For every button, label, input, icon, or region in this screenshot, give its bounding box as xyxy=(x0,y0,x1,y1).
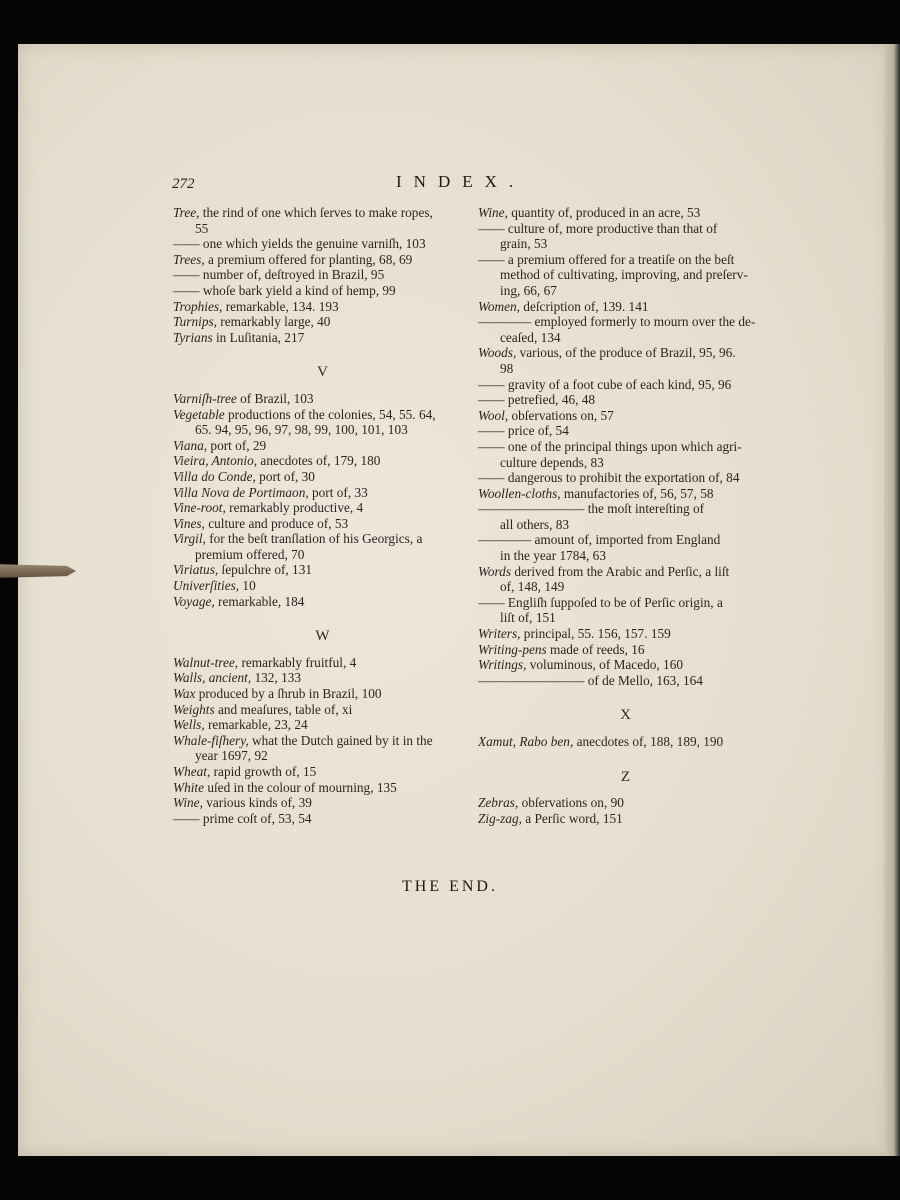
index-entry xyxy=(173,748,473,764)
index-entry xyxy=(173,485,473,501)
index-entry xyxy=(173,733,473,749)
index-entry xyxy=(173,717,473,733)
index-keyword: Varniſh-tree xyxy=(173,390,237,406)
index-entry xyxy=(173,330,473,346)
index-text: remarkably large, 40 xyxy=(216,314,331,330)
index-text: one which yields the genuine varniſh, 103 xyxy=(202,236,426,252)
index-entry xyxy=(478,205,774,221)
index-entry xyxy=(478,470,774,486)
index-text: one of the principal things upon which agri- xyxy=(507,438,742,454)
index-keyword: Wool, xyxy=(478,407,509,423)
index-keyword: Wine, xyxy=(173,795,203,811)
index-keyword: Wine, xyxy=(478,205,508,220)
index-keyword: Vegetable xyxy=(173,406,225,422)
index-keyword: Zebras, xyxy=(478,795,519,811)
index-keyword: Whale-fiſhery, xyxy=(173,732,249,748)
index-entry xyxy=(478,532,774,548)
index-text: method of cultivating, improving, and preſerv- xyxy=(500,267,748,283)
index-text: 65. 94, 95, 96, 97, 98, 99, 100, 101, 103 xyxy=(195,422,408,438)
index-text: port of, 29 xyxy=(207,437,267,453)
index-text: gravity of a foot cube of each kind, 95, 96 xyxy=(507,376,732,392)
index-keyword: Vines, xyxy=(173,515,205,531)
index-keyword: Villa do Conde, xyxy=(173,468,256,484)
index-keyword: Virgil, xyxy=(173,531,206,547)
index-text: quantity of, produced in an acre, 53 xyxy=(507,205,701,220)
index-keyword: Writing-pens xyxy=(478,641,547,657)
index-text: number of, deſtroyed in Brazil, 95 xyxy=(202,267,385,283)
index-entry xyxy=(478,795,774,811)
index-text: culture depends, 83 xyxy=(500,454,604,470)
index-text: principal, 55. 156, 157. 159 xyxy=(520,626,671,642)
index-text: petrefied, 46, 48 xyxy=(507,392,596,408)
index-keyword: Wheat, xyxy=(173,764,211,779)
index-entry xyxy=(478,299,774,315)
index-text: 10 xyxy=(239,578,256,594)
index-entry xyxy=(173,453,473,469)
index-entry xyxy=(478,811,774,827)
spacer xyxy=(478,724,774,734)
section-letter-x: X xyxy=(620,707,632,724)
index-entry xyxy=(478,221,774,237)
index-entry xyxy=(478,610,774,626)
index-keyword: Trees, xyxy=(173,251,205,267)
index-entry xyxy=(173,314,473,330)
index-entry xyxy=(478,642,774,658)
index-text: Engliſh ſuppoſed to be of Perſic origin, a xyxy=(507,594,723,610)
spacer xyxy=(173,345,473,365)
index-entry xyxy=(173,531,473,547)
index-entry xyxy=(478,564,774,580)
index-text: remarkable, 23, 24 xyxy=(204,717,308,733)
index-text: premium offered, 70 xyxy=(195,546,305,562)
index-entry xyxy=(173,267,473,283)
index-entry xyxy=(478,595,774,611)
page-edge xyxy=(884,44,900,1156)
index-text: year 1697, 92 xyxy=(195,748,268,764)
index-keyword: Walnut-tree, xyxy=(173,654,239,670)
index-text: ing, 66, 67 xyxy=(500,282,557,298)
index-entry xyxy=(478,377,774,393)
index-entry xyxy=(478,439,774,455)
index-keyword: Women, xyxy=(478,298,520,314)
index-entry xyxy=(173,562,473,578)
section-letter-v: V xyxy=(317,364,329,381)
page-header xyxy=(0,172,900,196)
index-keyword: Words xyxy=(478,563,512,579)
index-column-right xyxy=(478,205,774,826)
index-keyword: Vine-root, xyxy=(173,500,226,516)
section-letter-z: Z xyxy=(620,768,632,785)
index-text: port of, 33 xyxy=(308,484,368,500)
index-keyword: Weights xyxy=(173,701,215,717)
index-text: prime coſt of, 53, 54 xyxy=(202,810,312,826)
index-text: ceaſed, 134 xyxy=(500,329,561,345)
index-text: dangerous to prohibit the exportation of, 84 xyxy=(507,470,740,486)
index-text: grain, 53 xyxy=(500,236,548,252)
index-text: amount of, imported from England xyxy=(534,532,721,548)
index-keyword: Woollen-cloths, xyxy=(478,485,561,501)
index-entry xyxy=(478,486,774,502)
index-entry xyxy=(173,811,473,827)
index-entry xyxy=(173,795,473,811)
index-text: remarkably fruitful, 4 xyxy=(238,654,357,670)
index-entry xyxy=(173,516,473,532)
index-text: anecdotes of, 179, 180 xyxy=(257,453,381,469)
index-entry xyxy=(173,283,473,299)
index-entry xyxy=(478,267,774,283)
index-entry xyxy=(173,764,473,780)
index-text: ſepulchre of, 131 xyxy=(218,562,312,578)
spacer xyxy=(478,750,774,770)
index-keyword: Writings, xyxy=(478,657,527,673)
page-number: 272 xyxy=(172,176,195,192)
index-text: produced by a ſhrub in Brazil, 100 xyxy=(195,686,382,702)
index-entry xyxy=(173,670,473,686)
index-entry xyxy=(478,283,774,299)
index-entry xyxy=(173,391,473,407)
index-text: of Brazil, 103 xyxy=(236,390,314,406)
the-end-text: THE END. xyxy=(402,878,498,895)
index-text: a Perſic word, 151 xyxy=(521,810,623,826)
index-entry xyxy=(478,734,774,750)
index-entry xyxy=(173,438,473,454)
index-entry xyxy=(478,236,774,252)
index-entry xyxy=(173,422,473,438)
index-column-left xyxy=(173,205,473,826)
index-text: obſervations on, 90 xyxy=(518,795,624,811)
index-text: in the year 1784, 63 xyxy=(500,548,606,564)
index-entry xyxy=(478,673,774,689)
section-letter-w: W xyxy=(315,628,331,645)
index-text: culture of, more productive than that of xyxy=(507,220,718,236)
spacer xyxy=(173,609,473,629)
spacer xyxy=(478,688,774,708)
index-keyword: Writers, xyxy=(478,626,521,642)
index-text: remarkably productive, 4 xyxy=(225,500,364,516)
index-text: price of, 54 xyxy=(507,423,569,439)
index-entry xyxy=(173,221,473,237)
index-text: 55 xyxy=(195,220,209,236)
index-text: made of reeds, 16 xyxy=(546,641,645,657)
index-keyword: Vieira, Antonio, xyxy=(173,453,258,469)
index-entry xyxy=(173,252,473,268)
index-text: uſed in the colour of mourning, 135 xyxy=(204,779,397,795)
index-text: 132, 133 xyxy=(251,670,302,686)
index-text: manufactories of, 56, 57, 58 xyxy=(560,485,714,501)
index-entry xyxy=(173,407,473,423)
index-text: the moſt intereſting of xyxy=(587,501,705,517)
index-text: of, 148, 149 xyxy=(500,579,565,595)
index-keyword: Tree, xyxy=(173,205,200,220)
index-text: deſcription of, 139. 141 xyxy=(519,298,649,314)
index-text: a premium offered for planting, 68, 69 xyxy=(204,251,413,267)
index-keyword: Wax xyxy=(173,686,196,702)
index-text: and meaſures, table of, xi xyxy=(214,701,353,717)
index-entry xyxy=(478,517,774,533)
index-keyword: Wells, xyxy=(173,717,205,733)
index-text: what the Dutch gained by it in the xyxy=(248,732,433,748)
index-entry xyxy=(173,547,473,563)
index-entry xyxy=(478,314,774,330)
index-entry xyxy=(478,252,774,268)
index-keyword: Trophies, xyxy=(173,298,223,314)
index-text: obſervations on, 57 xyxy=(508,407,614,423)
index-text: remarkable, 134. 193 xyxy=(222,298,339,314)
index-entry xyxy=(478,361,774,377)
index-keyword: Walls, ancient, xyxy=(173,670,252,686)
index-text: of de Mello, 163, 164 xyxy=(587,672,703,688)
index-entry xyxy=(478,455,774,471)
index-entry xyxy=(173,686,473,702)
index-entry xyxy=(173,594,473,610)
index-text: remarkable, 184 xyxy=(214,593,305,609)
index-text: employed formerly to mourn over the de- xyxy=(534,314,756,330)
index-keyword: Univerſities, xyxy=(173,578,240,594)
index-text: whoſe bark yield a kind of hemp, 99 xyxy=(202,282,396,298)
index-text: voluminous, of Macedo, 160 xyxy=(526,657,683,673)
index-text: a premium offered for a treatiſe on the beſt xyxy=(507,251,735,267)
index-entry xyxy=(173,469,473,485)
index-text: liſt of, 151 xyxy=(500,610,556,626)
index-keyword: Xamut, Rabo ben, xyxy=(478,734,574,749)
index-entry xyxy=(173,578,473,594)
index-entry xyxy=(173,205,473,221)
index-text: derived from the Arabic and Perſic, a liſt xyxy=(511,563,730,579)
index-text: various kinds of, 39 xyxy=(202,795,312,811)
index-entry xyxy=(478,345,774,361)
index-text: for the beſt tranſlation of his Georgics, a xyxy=(205,531,423,547)
spacer xyxy=(173,645,473,655)
index-entry xyxy=(173,655,473,671)
index-text: in Luſitania, 217 xyxy=(212,329,305,345)
index-entry xyxy=(478,330,774,346)
index-keyword: Tyrians xyxy=(173,329,213,345)
index-text: port of, 30 xyxy=(255,468,315,484)
index-entry xyxy=(173,780,473,796)
index-keyword: Viriatus, xyxy=(173,562,219,578)
index-text: various, of the produce of Brazil, 95, 96. xyxy=(516,345,736,361)
index-entry xyxy=(478,423,774,439)
index-entry xyxy=(478,657,774,673)
index-entry xyxy=(478,626,774,642)
index-entry xyxy=(173,500,473,516)
index-entry xyxy=(478,501,774,517)
index-entry xyxy=(478,579,774,595)
index-text: the rind of one which ſerves to make ropes, xyxy=(199,205,433,220)
index-text: culture and produce of, 53 xyxy=(204,515,349,531)
index-entry xyxy=(478,548,774,564)
index-text: rapid growth of, 15 xyxy=(210,764,317,779)
spacer xyxy=(173,381,473,391)
index-entry xyxy=(173,299,473,315)
index-keyword: Viana, xyxy=(173,437,208,453)
index-text: anecdotes of, 188, 189, 190 xyxy=(573,734,724,749)
index-keyword: Villa Nova de Portimaon, xyxy=(173,484,309,500)
index-entry xyxy=(478,408,774,424)
index-keyword: Voyage, xyxy=(173,593,215,609)
index-entry xyxy=(478,392,774,408)
running-title: INDEX. xyxy=(396,172,526,191)
index-entry xyxy=(173,236,473,252)
index-text: all others, 83 xyxy=(500,516,570,532)
index-entry xyxy=(173,702,473,718)
index-keyword: White xyxy=(173,779,205,795)
spacer xyxy=(478,785,774,795)
index-keyword: Zig-zag, xyxy=(478,810,522,826)
index-keyword: Turnips, xyxy=(173,314,217,330)
index-keyword: Woods, xyxy=(478,345,517,361)
index-text: productions of the colonies, 54, 55. 64, xyxy=(224,406,436,422)
index-text: 98 xyxy=(500,360,514,376)
